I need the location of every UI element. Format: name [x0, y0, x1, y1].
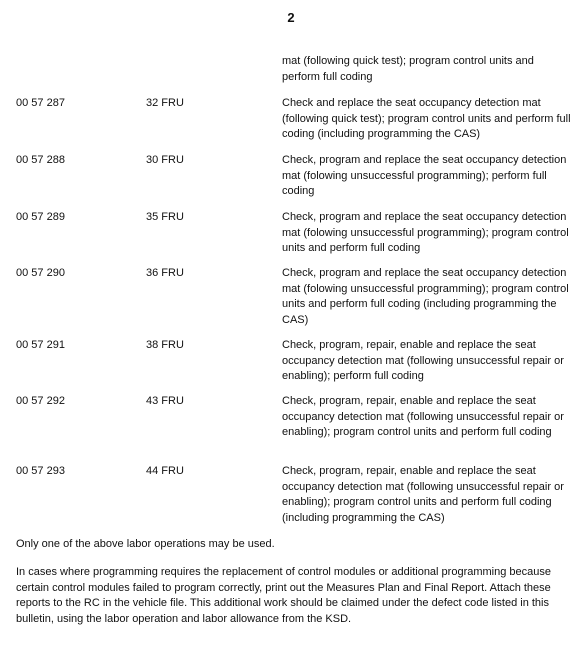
labor-operation-code: 00 57 291: [16, 339, 65, 351]
labor-operation-code: 00 57 290: [16, 267, 65, 279]
labor-operation-description: Check, program and replace the seat occupancy detection mat (folowing unsuccessful programming); program control units and perform full coding: [282, 211, 569, 254]
labor-operation-description: Check, program and replace the seat occupancy detection mat (folowing unsuccessful programming); perform full coding: [282, 154, 567, 197]
labor-operation-code: 00 57 293: [16, 465, 65, 477]
fru-value: 30 FRU: [146, 154, 184, 166]
labor-operation-description: Check, program, repair, enable and replace the seat occupancy detection mat (following unsuccessful repair or enabling); program control units and perform full coding: [282, 395, 564, 438]
labor-operation-description: Check, program, repair, enable and replace the seat occupancy detection mat (following unsuccessful repair or enabling); perform full coding: [282, 339, 564, 382]
labor-operation-description: Check and replace the seat occupancy detection mat (following quick test); program control units and perform full coding (including programming the CAS): [282, 97, 571, 140]
labor-operation-code: 00 57 288: [16, 154, 65, 166]
fru-value: 35 FRU: [146, 211, 184, 223]
fru-value: 36 FRU: [146, 267, 184, 279]
labor-operation-code: 00 57 289: [16, 211, 65, 223]
labor-operation-code: 00 57 292: [16, 395, 65, 407]
fru-value: 38 FRU: [146, 339, 184, 351]
labor-operation-description: Check, program and replace the seat occupancy detection mat (folowing unsuccessful programming); program control units and perform full coding (including programming the CAS): [282, 267, 569, 326]
programming-paragraph: In cases where programming requires the replacement of control modules or additional programming because certain control modules failed to program correctly, print out the Measures Plan and Final Report. Attach these reports to the RC in the vehicle file. This additional work should be claimed under the defect code listed in this bulletin, using the labor operation and labor allowance from the KSD.: [16, 566, 551, 625]
fru-value: 44 FRU: [146, 465, 184, 477]
labor-operation-description: Check, program, repair, enable and replace the seat occupancy detection mat (following unsuccessful repair or enabling); program control units and perform full coding (including programming the CAS): [282, 465, 564, 524]
fru-value: 32 FRU: [146, 97, 184, 109]
fru-value: 43 FRU: [146, 395, 184, 407]
labor-operation-code: 00 57 287: [16, 97, 65, 109]
usage-note: Only one of the above labor operations may be used.: [16, 538, 275, 550]
page-number: 2: [287, 10, 295, 25]
continued-description: mat (following quick test); program control units and perform full coding: [282, 55, 534, 83]
